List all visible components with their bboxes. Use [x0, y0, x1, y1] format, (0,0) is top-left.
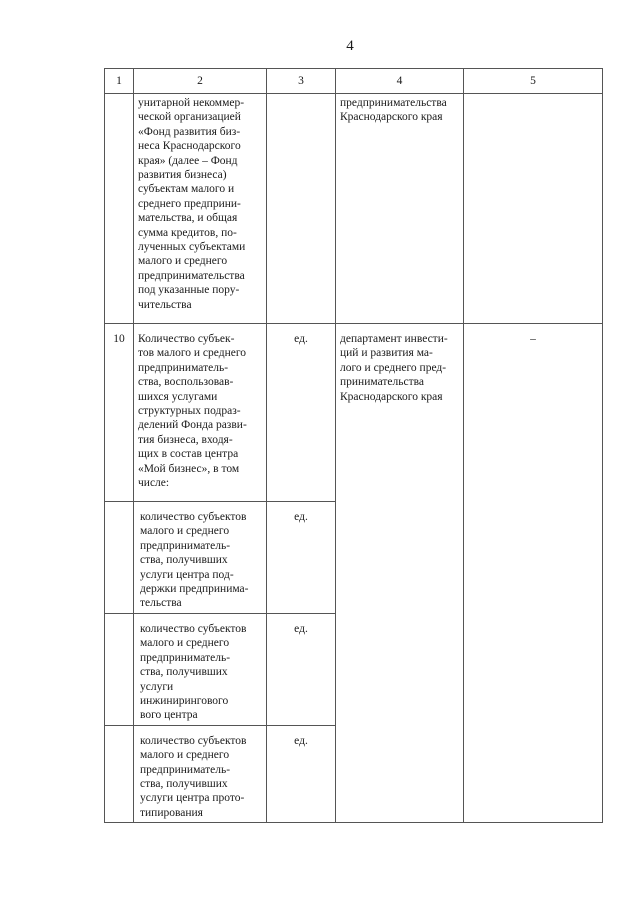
- unit-cell: ед.: [267, 324, 336, 502]
- value-cell: [464, 94, 603, 324]
- responsible-cell: департамент инвести- ций и развития ма- лого и среднего пред- принимательства Краснодарского края: [336, 324, 464, 823]
- row-number-cell: [105, 94, 134, 324]
- unit-cell: ед.: [267, 502, 336, 614]
- unit-cell: [267, 94, 336, 324]
- table-header-row: [105, 69, 603, 94]
- header-col-2: 2: [134, 69, 267, 94]
- header-col-3: 3: [267, 69, 336, 94]
- sub-indicator-cell: количество субъектов малого и среднего предприниматель- ства, получивших услуги центра под- держки предпринима- тельства: [134, 502, 267, 614]
- page-number: 4: [346, 38, 354, 54]
- value-cell: –: [464, 324, 603, 823]
- indicator-name-cell: унитарной некоммер- ческой организацией «Фонд развития биз- неса Краснодарского края» (далее – Фонд развития бизнеса) субъектам малого и среднего предприни- мательства, и общая сумма кредитов, по- лученных субъектами малого и среднего предпринимательства под указанные пору- чительства: [134, 94, 267, 324]
- indicators-table: [104, 68, 603, 823]
- row-number-cell: 10: [105, 324, 134, 502]
- table-row: [105, 324, 603, 502]
- sub-indicator-cell: количество субъектов малого и среднего предприниматель- ства, получивших услуги центра прото- типирования: [134, 725, 267, 822]
- row-number-cell: [105, 614, 134, 726]
- row-number-cell: [105, 725, 134, 822]
- header-col-5: 5: [464, 69, 603, 94]
- unit-cell: ед.: [267, 725, 336, 822]
- header-col-4: 4: [336, 69, 464, 94]
- sub-indicator-cell: количество субъектов малого и среднего предприниматель- ства, получивших услуги инжинирингового вого центра: [134, 614, 267, 726]
- row-number-cell: [105, 502, 134, 614]
- indicator-name-cell: Количество субъек- тов малого и среднего предприниматель- ства, воспользовав- шихся услугами структурных подраз- делений Фонда разви- тия бизнеса, входя- щих в состав центра «Мой бизнес», в том числе:: [134, 324, 267, 502]
- responsible-cell: предпринимательства Краснодарского края: [336, 94, 464, 324]
- unit-cell: ед.: [267, 614, 336, 726]
- table-row: [105, 94, 603, 324]
- header-col-1: 1: [105, 69, 134, 94]
